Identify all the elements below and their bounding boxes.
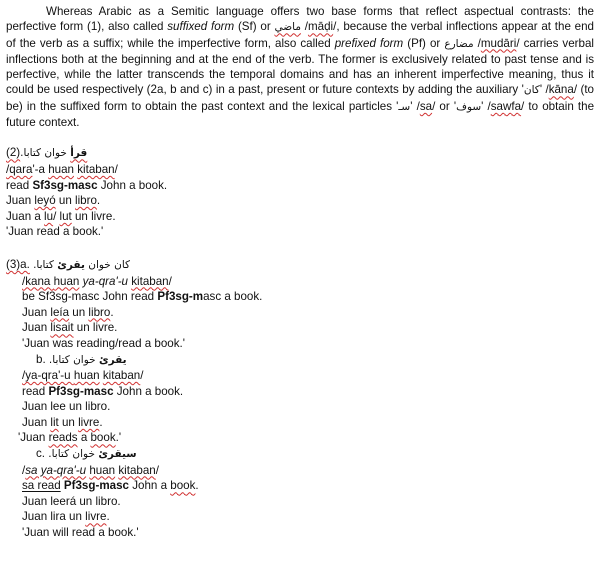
english-part: book — [90, 431, 116, 445]
french-part: un livre. — [73, 321, 118, 335]
arabic-part: خوان كتابا. — [48, 353, 99, 366]
translit-madi: māḍi — [307, 20, 334, 34]
spanish-part: . — [96, 194, 101, 208]
term-prefixed-form: prefixed form — [334, 36, 404, 50]
translit-part: /qara — [6, 162, 33, 176]
gloss-part: John a — [128, 479, 171, 493]
example-3b-french — [22, 415, 594, 431]
translit-part: kitaban — [77, 162, 115, 176]
intro-text: / or ' — [432, 99, 457, 113]
example-3a-body — [6, 274, 594, 541]
translit-part: / — [140, 369, 144, 383]
intro-text: / — [473, 36, 481, 50]
example-3c-gloss — [22, 478, 594, 494]
gloss-tag: Pf3sg-masc — [60, 479, 129, 493]
gloss-part: read — [6, 178, 33, 192]
arabic-sa: سـ — [398, 100, 411, 113]
english-part: reads — [48, 431, 78, 445]
arabic-verb: يقرئ — [57, 258, 85, 271]
translit-kana: kāna — [548, 83, 574, 97]
translit-part: huan — [89, 463, 116, 477]
intro-text: / carries verbal inflections both at the beginning and at the end of the verb. The former is exclusively related to past tense and is perfective, while the latter transcends the temporal domains and has an inherent imperfective meaning, thus it could be used respectively (2a, b and c) in a past, present or future contexts by adding the auxiliary ' — [6, 36, 595, 97]
example-2-spanish — [6, 193, 594, 209]
french-part: un — [58, 415, 79, 429]
example-3a-french — [22, 320, 594, 336]
translit-mudari: mudāri — [480, 36, 517, 50]
arabic-verb: يقرئ — [98, 353, 127, 366]
arabic-part: كتابا. — [33, 258, 58, 271]
translit-part: sa ya-qra'-u — [25, 463, 87, 477]
arabic-verb: سيقرئ — [98, 448, 137, 461]
arabic-sentence: خوان كتابا. — [20, 147, 71, 160]
example-2-arabic-line — [6, 145, 594, 162]
gloss-part: book — [170, 479, 196, 493]
example-3c-transliteration — [22, 463, 594, 479]
translit-part: kitaban — [131, 274, 169, 288]
french-part: Juan — [22, 321, 51, 335]
arabic-kana: كان — [523, 84, 540, 97]
gloss-part: . — [195, 479, 199, 493]
example-3b-arabic-line — [22, 352, 594, 369]
spanish-part: Juan — [6, 194, 35, 208]
french-part: Juan lira un — [22, 510, 86, 524]
gloss-part: be Sf3sg-masc John read — [22, 290, 158, 304]
arabic-mudari: مضارع — [444, 37, 474, 50]
intro-text: / — [300, 20, 308, 34]
example-2-french — [6, 209, 594, 225]
example-3a-arabic-line — [6, 257, 594, 274]
translit-part: / — [22, 463, 26, 477]
spanish-part: leyó — [34, 194, 56, 208]
arabic-verb: قرأ — [70, 147, 88, 160]
example-3b-gloss — [22, 384, 594, 400]
example-2-english: 'Juan read a book.' — [6, 225, 104, 239]
example-3b-spanish: Juan lee un libro. — [22, 400, 111, 414]
french-part: Juan — [22, 415, 51, 429]
term-suffixed-form: suffixed form — [167, 20, 235, 34]
translit-part: ya-qra'-u — [82, 274, 129, 288]
intro-text: ' / — [481, 99, 491, 113]
english-part: 'Juan — [18, 431, 49, 445]
french-part: livre — [85, 510, 107, 524]
french-part: . — [106, 510, 110, 524]
spanish-part: un — [69, 305, 89, 319]
translit-part: huan — [53, 274, 80, 288]
intro-text: /, because the verbal inflections appear at the end of the verb as a suffix; while the imperfective form, also called — [6, 20, 595, 50]
translit-sawfa: sawfa — [490, 99, 522, 113]
intro-text: (Sf) or — [234, 20, 275, 34]
example-3a-english: 'Juan was reading/read a book.' — [22, 336, 185, 350]
spanish-part: libro — [88, 305, 111, 319]
example-2-gloss — [6, 178, 594, 194]
french-part: lut — [59, 209, 72, 223]
arabic-sawfa: سوف — [456, 100, 482, 113]
english-part: a — [77, 431, 91, 445]
translit-part: huan — [73, 369, 100, 383]
example-3b-transliteration — [22, 368, 594, 384]
gloss-part: read — [22, 384, 49, 398]
example-3a-transliteration — [22, 274, 594, 290]
gloss-part: John a book. — [97, 178, 168, 192]
french-part: lit — [50, 415, 59, 429]
spanish-part: Juan — [22, 305, 51, 319]
example-3 — [6, 257, 594, 541]
arabic-part: كان خوان — [84, 258, 131, 271]
spanish-part: leía — [50, 305, 70, 319]
example-3a-spanish — [22, 305, 594, 321]
french-part: lisait — [50, 321, 74, 335]
gloss-tag: Pf3sg-m — [157, 290, 204, 304]
gloss-tag: Pf3sg-masc — [48, 384, 114, 398]
example-2-transliteration — [6, 162, 594, 178]
translit-part: kitaban — [102, 369, 141, 383]
translit-part: / — [114, 162, 118, 176]
gloss-tag: Sf3sg-masc — [32, 178, 98, 192]
spanish-part: un — [55, 194, 75, 208]
example-letter: c. — [36, 447, 46, 461]
example-3c-spanish: Juan leerá un libro. — [22, 494, 121, 508]
intro-text: Whereas Arabic as a Semitic language offers two base forms that reflect aspectual contrasts: the perfective form (1), also called — [6, 5, 594, 34]
gloss-part: sa read — [22, 479, 61, 493]
french-part: un livre. — [71, 209, 116, 223]
gloss-part: John a book. — [113, 384, 184, 398]
translit-part: huan — [48, 162, 74, 176]
french-part: livre — [78, 415, 100, 429]
english-part: .' — [115, 431, 122, 445]
example-2 — [6, 145, 594, 240]
example-number: (3)a. — [6, 257, 30, 271]
intro-text: ' / — [410, 99, 420, 113]
translit-sa: sa — [419, 99, 433, 113]
document-page — [6, 4, 594, 541]
french-part: lu — [44, 209, 54, 223]
arabic-madi: ماضي — [274, 21, 301, 34]
translit-part: /kana — [22, 274, 54, 288]
translit-part: / — [168, 274, 172, 288]
intro-paragraph — [6, 4, 594, 130]
translit-part: kitaban — [118, 463, 156, 477]
arabic-part: خوان كتابا. — [48, 448, 99, 461]
example-3c-english: 'Juan will read a book.' — [22, 526, 139, 540]
translit-part: /ya-qra'-u — [22, 369, 74, 383]
gloss-part: asc a book. — [203, 290, 263, 304]
intro-text: / to obtain the future context. — [6, 99, 595, 130]
example-3b-english — [18, 430, 594, 446]
french-part: / — [53, 209, 60, 223]
example-letter: b. — [36, 352, 46, 366]
spanish-part: libro — [75, 194, 97, 208]
intro-text: (Pf) or — [403, 36, 445, 50]
example-3a-gloss — [22, 289, 594, 305]
intro-text: ' / — [539, 83, 549, 97]
example-3c-french — [22, 509, 594, 525]
french-part: . — [99, 415, 103, 429]
example-3c-arabic-line — [22, 446, 594, 463]
translit-part: '-a — [32, 162, 49, 176]
intro-text: / (to be) in the suffixed form to obtain the past context and the lexical particles ' — [6, 83, 595, 113]
translit-part: / — [155, 463, 159, 477]
spanish-part: . — [110, 305, 114, 319]
french-part: Juan a — [6, 209, 45, 223]
example-number: (2) — [6, 146, 21, 160]
